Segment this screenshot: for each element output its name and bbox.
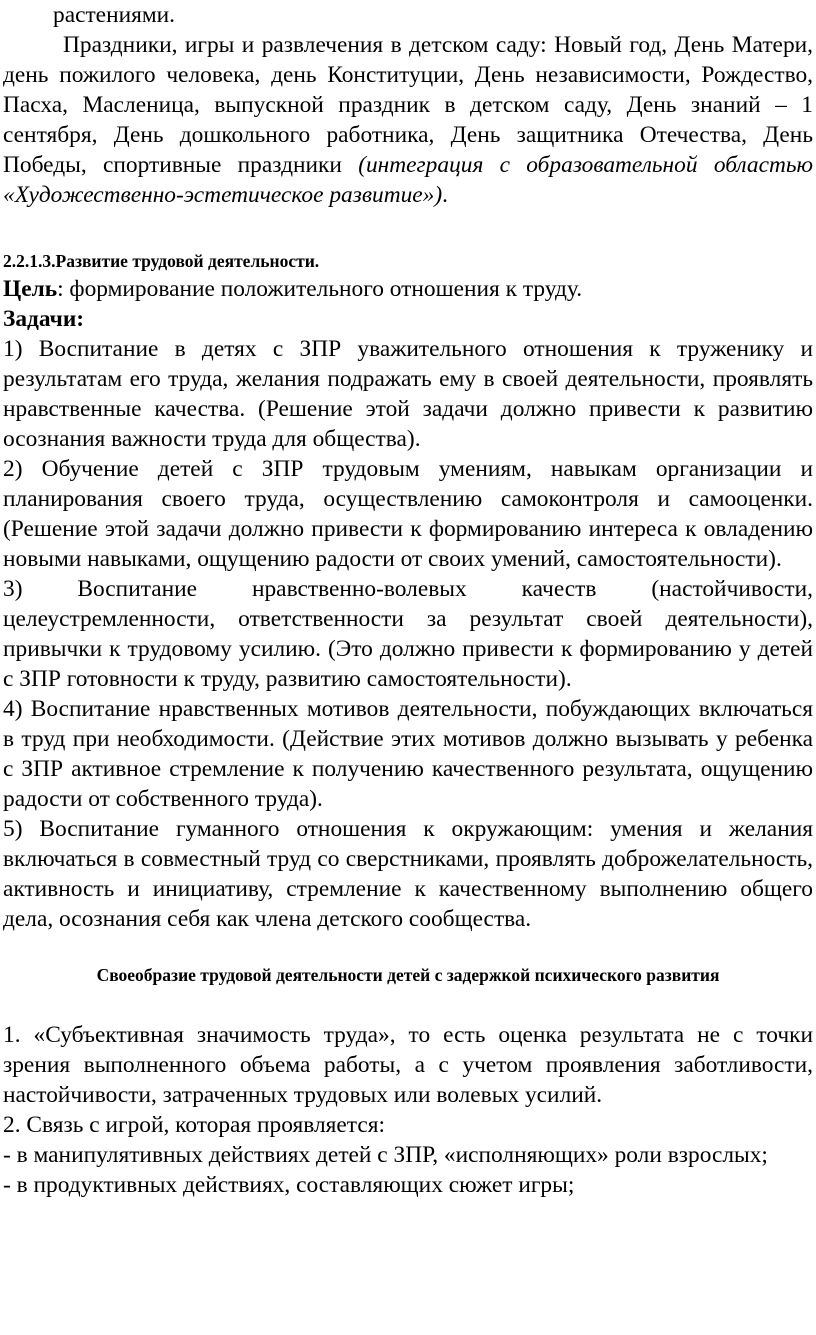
task-item-1: 1) Воспитание в детях с ЗПР уважительного отношения к труженику и результатам его труда, желания подражать ему в своей деятельности, проявлять нравственные качества. (Решение этой задачи должно привести к развитию осознания важности труда для общества). — [3, 336, 813, 452]
spacer — [3, 210, 813, 248]
tasks-label: Задачи: — [3, 306, 85, 332]
holidays-end: . — [442, 182, 449, 208]
task-item-3: 3) Воспитание нравственно-волевых качеств (настойчивости, целеустремленности, ответственности за результат своей деятельности), привычки к трудовому усилию. (Это должно привести к формированию у детей с ЗПР готовности к труду, развитию самостоятельности). — [3, 576, 813, 692]
peculiarity-title: Своеобразие трудовой деятельности детей с задержкой психического развития — [96, 965, 720, 985]
holidays-integration-note: (интеграция с образовательной областью «Художественно-эстетическое развитие») — [3, 152, 813, 208]
tasks-label-line — [3, 304, 813, 334]
peculiarity-item-2: 2. Связь с игрой, которая проявляется: — [3, 1112, 385, 1138]
goal-text: : формирование положительного отношения к труду. — [57, 276, 583, 302]
holidays-paragraph — [3, 30, 813, 210]
top-tail-text: растениями. — [53, 2, 176, 28]
spacer — [3, 934, 813, 962]
peculiarity-item-1: 1. «Субъективная значимость труда», то есть оценка результата не с точки зрения выполненного объема работы, а с учетом проявления заботливости, настойчивости, затраченных трудовых или волевых усилий. — [3, 1022, 813, 1108]
peculiarity-item-4: - в продуктивных действиях, составляющих сюжет игры; — [3, 1172, 575, 1198]
task-item-2: 2) Обучение детей с ЗПР трудовым умениям, навыкам организации и планирования своего труда, осуществлению самоконтроля и самооценки. (Решение этой задачи должно привести к формированию интереса к овладению новыми навыками, ощущению радости от своих умений, самостоятельности). — [3, 456, 813, 572]
holidays-text: Праздники, игры и развлечения в детском саду: Новый год, День Матери, день пожилого человека, день Конституции, День независимости, Рождество, Пасха, Масленица, выпускной праздник в детском саду, День знаний – 1 сентября, День дошкольного работника, День защитника Отечества, День Победы, спортивные праздники — [3, 32, 813, 178]
peculiarity-item-3: - в манипулятивных действиях детей с ЗПР, «исполняющих» роли взрослых; — [3, 1142, 768, 1168]
task-item-5: 5) Воспитание гуманного отношения к окружающим: умения и желания включаться в совместный труд со сверстниками, проявлять доброжелательность, активность и инициативу, стремление к качественному выполнению общего дела, осознания себя как члена детского сообщества. — [3, 816, 813, 932]
goal-line — [3, 274, 813, 304]
section-title: 2.2.1.3.Развитие трудовой деятельности. — [3, 251, 320, 271]
task-item-4: 4) Воспитание нравственных мотивов деятельности, побуждающих включаться в труд при необходимости. (Действие этих мотивов должно вызывать у ребенка с ЗПР активное стремление к получению качественного результата, ощущению радости от собственного труда). — [3, 696, 813, 812]
goal-label: Цель — [3, 276, 58, 302]
spacer — [3, 988, 813, 1020]
